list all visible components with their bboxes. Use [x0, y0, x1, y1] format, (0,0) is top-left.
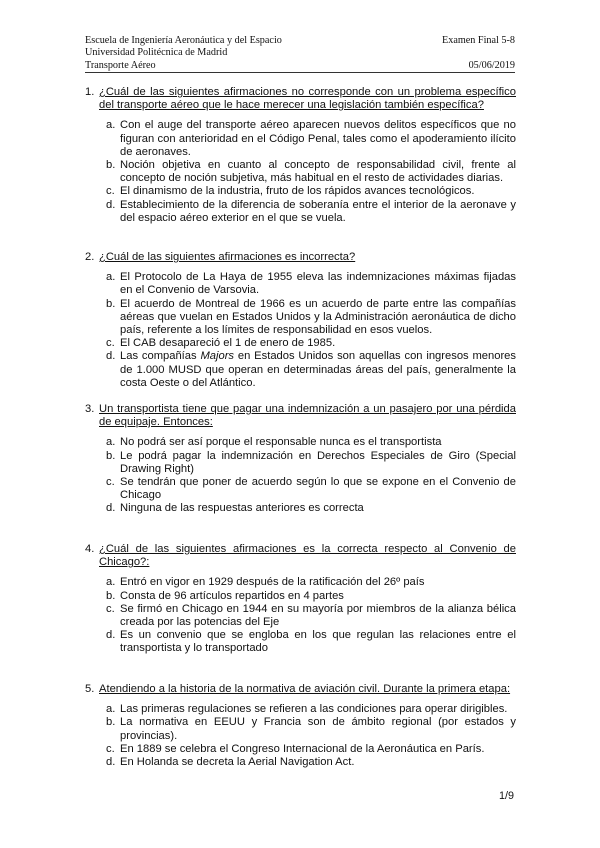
- option-letter: b.: [106, 297, 116, 310]
- option-text: El Protocolo de La Haya de 1955 eleva las indemnizaciones máximas fijadas en el Convenio de Varsovia.: [120, 271, 516, 297]
- question-number: 2.: [85, 251, 95, 263]
- option-c[interactable]: [85, 185, 516, 198]
- option-letter: c.: [106, 337, 115, 350]
- option-list: [85, 271, 516, 390]
- option-a[interactable]: [85, 436, 516, 449]
- option-letter: c.: [106, 602, 115, 615]
- option-b[interactable]: [85, 159, 516, 185]
- question-1: [85, 86, 516, 225]
- option-letter: d.: [106, 629, 116, 642]
- header-divider: [85, 72, 515, 73]
- option-text: Se tendrán que poner de acuerdo según lo que se expone en el Convenio de Chicago: [120, 476, 516, 502]
- option-d[interactable]: [85, 756, 516, 769]
- question-text: ¿Cuál de las siguientes afirmaciones es incorrecta?: [99, 251, 356, 263]
- option-list: [85, 436, 516, 515]
- question-5: [85, 683, 516, 769]
- option-letter: d.: [106, 198, 116, 211]
- option-letter: a.: [106, 576, 116, 589]
- option-a[interactable]: [85, 271, 516, 297]
- option-text: En Holanda se decreta la Aerial Navigation Act.: [120, 756, 355, 769]
- option-a[interactable]: [85, 703, 516, 716]
- option-letter: d.: [106, 756, 116, 769]
- option-letter: a.: [106, 119, 116, 132]
- option-text: Las primeras regulaciones se refieren a las condiciones para operar dirigibles.: [120, 703, 508, 716]
- option-text-post: en Estados Unidos son aquellas con ingresos menores de 1.000 MUSD que operan en determinadas áreas del país, generalmente la costa Oeste o del Atlántico.: [120, 350, 517, 389]
- option-text: Con el auge del transporte aéreo aparecen nuevos delitos específicos que no figuran con anterioridad en el Código Penal, tales como el apoderamiento ilícito de aeronaves.: [120, 119, 516, 158]
- option-text: Establecimiento de la diferencia de soberanía entre el interior de la aeronave y del espacio aéreo exterior en el que se vuela.: [120, 198, 516, 224]
- option-letter: c.: [106, 742, 115, 755]
- option-text: La normativa en EEUU y Francia son de ámbito regional (por estados y provincias).: [120, 716, 516, 742]
- option-letter: b.: [106, 716, 116, 729]
- page-header: [85, 35, 515, 72]
- option-b[interactable]: [85, 298, 516, 338]
- option-b[interactable]: [85, 590, 516, 603]
- option-letter: b.: [106, 449, 116, 462]
- option-letter: d.: [106, 502, 116, 515]
- question-3: [85, 403, 516, 516]
- option-letter: b.: [106, 589, 116, 602]
- question-2: [85, 251, 516, 390]
- option-letter: b.: [106, 159, 116, 172]
- option-letter: c.: [106, 476, 115, 489]
- question-text: Atendiendo a la historia de la normativa de aviación civil. Durante la primera etapa:: [99, 683, 511, 695]
- option-c[interactable]: [85, 603, 516, 629]
- option-d[interactable]: [85, 350, 516, 390]
- option-text: En 1889 se celebra el Congreso Internacional de la Aeronáutica en París.: [120, 742, 485, 755]
- question-4: [85, 543, 516, 656]
- option-b[interactable]: [85, 450, 516, 476]
- option-text: El CAB desapareció el 1 de enero de 1985.: [120, 337, 336, 350]
- option-list: [85, 119, 516, 225]
- option-text: El dinamismo de la industria, fruto de los rápidos avances tecnológicos.: [120, 185, 475, 198]
- option-text: Ninguna de las respuestas anteriores es correcta: [120, 502, 364, 515]
- question-text: ¿Cuál de las siguientes afirmaciones no corresponde con un problema específico del transporte aéreo que le hace merecer una legislación también específica?: [99, 86, 516, 112]
- exam-title: Examen Final 5-8: [442, 35, 515, 46]
- option-text: Es un convenio que se engloba en los que regulan las relaciones entre el transportista y lo transportado: [120, 629, 516, 655]
- option-c[interactable]: [85, 743, 516, 756]
- option-text: Consta de 96 artículos repartidos en 4 partes: [120, 589, 344, 602]
- option-list: [85, 576, 516, 655]
- option-text: El acuerdo de Montreal de 1966 es un acuerdo de parte entre las compañías aéreas que vuelan en Estados Unidos y la Administración aeronáutica de dicho país, referente a los límites de responsabilidad en esos vuelos.: [120, 297, 516, 337]
- option-letter: a.: [106, 436, 116, 449]
- exam-date: 05/06/2019: [468, 59, 515, 71]
- option-letter: a.: [106, 271, 116, 284]
- option-text: [120, 350, 516, 390]
- option-d[interactable]: [85, 502, 516, 515]
- university-name: Universidad Politécnica de Madrid: [85, 47, 228, 59]
- option-letter: a.: [106, 703, 116, 716]
- option-text-pre: Las compañías: [120, 350, 201, 363]
- subject-name: Transporte Aéreo: [85, 59, 156, 71]
- option-d[interactable]: [85, 629, 516, 655]
- option-c[interactable]: [85, 476, 516, 502]
- school-name: Escuela de Ingeniería Aeronáutica y del Espacio: [85, 35, 282, 46]
- majors-term: Majors: [200, 350, 235, 363]
- option-list: [85, 703, 516, 769]
- option-a[interactable]: [85, 119, 516, 159]
- question-text: ¿Cuál de las siguientes afirmaciones es la correcta respecto al Convenio de Chicago?:: [99, 543, 516, 569]
- option-text: Le podrá pagar la indemnización en Derechos Especiales de Giro (Special Drawing Right): [120, 449, 516, 475]
- option-d[interactable]: [85, 199, 516, 225]
- option-text: No podrá ser así porque el responsable nunca es el transportista: [120, 436, 442, 449]
- question-number: 3.: [85, 403, 95, 415]
- question-number: 1.: [85, 86, 95, 98]
- option-letter: c.: [106, 185, 115, 198]
- option-a[interactable]: [85, 576, 516, 589]
- option-b[interactable]: [85, 716, 516, 742]
- question-number: 4.: [85, 543, 95, 555]
- option-text: Se firmó en Chicago en 1944 en su mayoría por miembros de la alianza bélica creada por las potencias del Eje: [120, 602, 516, 629]
- question-text: Un transportista tiene que pagar una indemnización a un pasajero por una pérdida de equipaje. Entonces:: [99, 403, 516, 429]
- page-number: 1/9: [498, 790, 514, 802]
- question-number: 5.: [85, 683, 95, 695]
- option-text: Entró en vigor en 1929 después de la ratificación del 26º país: [120, 576, 425, 589]
- option-c[interactable]: [85, 337, 516, 350]
- option-letter: d.: [106, 350, 116, 363]
- option-text: Noción objetiva en cuanto al concepto de responsabilidad civil, frente al concepto de noción subjetiva, más habitual en el resto de actividades diarias.: [120, 159, 516, 185]
